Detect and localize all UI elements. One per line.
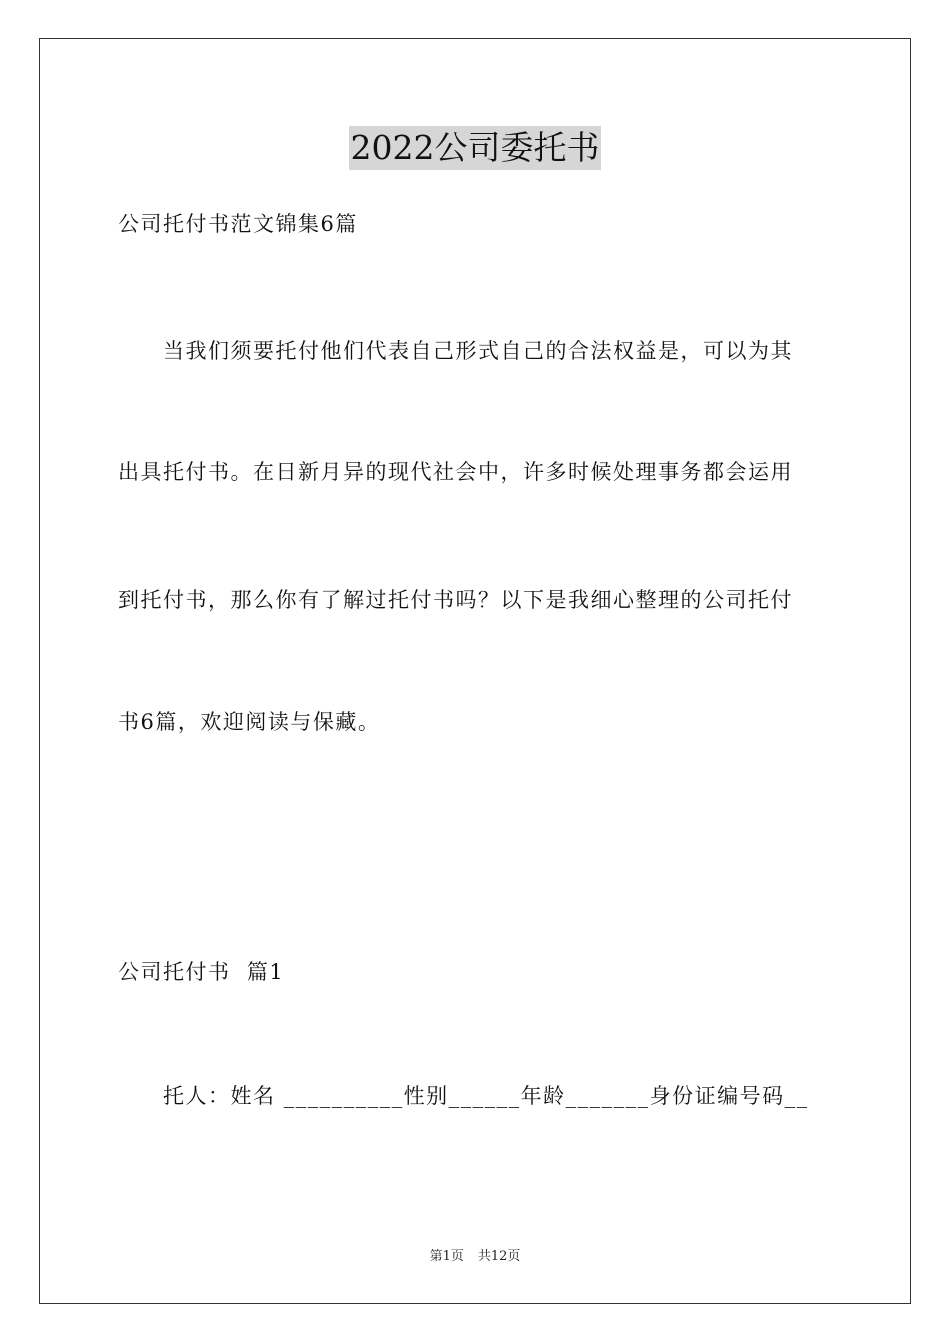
paragraph-line-2: 出具托付书。在日新月异的现代社会中，许多时候处理事务都会运用 — [118, 460, 793, 484]
section-heading: 公司托付书 篇1 — [118, 960, 285, 984]
paragraph-line-1: 当我们须要托付他们代表自己形式自己的合法权益是，可以为其 — [163, 339, 793, 363]
document-title — [0, 126, 950, 170]
document-subtitle: 公司托付书范文锦集6篇 — [118, 212, 358, 236]
paragraph-line-3: 到托付书，那么你有了解过托付书吗？以下是我细心整理的公司托付 — [118, 588, 793, 612]
form-line-principal: 托人：姓名 __________性别______年龄_______身份证编号码__ — [163, 1084, 809, 1108]
page-footer — [0, 1248, 950, 1266]
page-number: 第1页 — [429, 1249, 464, 1264]
document-title-text: 2022公司委托书 — [349, 126, 602, 170]
page-total: 共12页 — [477, 1249, 521, 1264]
paragraph-line-4: 书6篇，欢迎阅读与保藏。 — [118, 710, 381, 734]
